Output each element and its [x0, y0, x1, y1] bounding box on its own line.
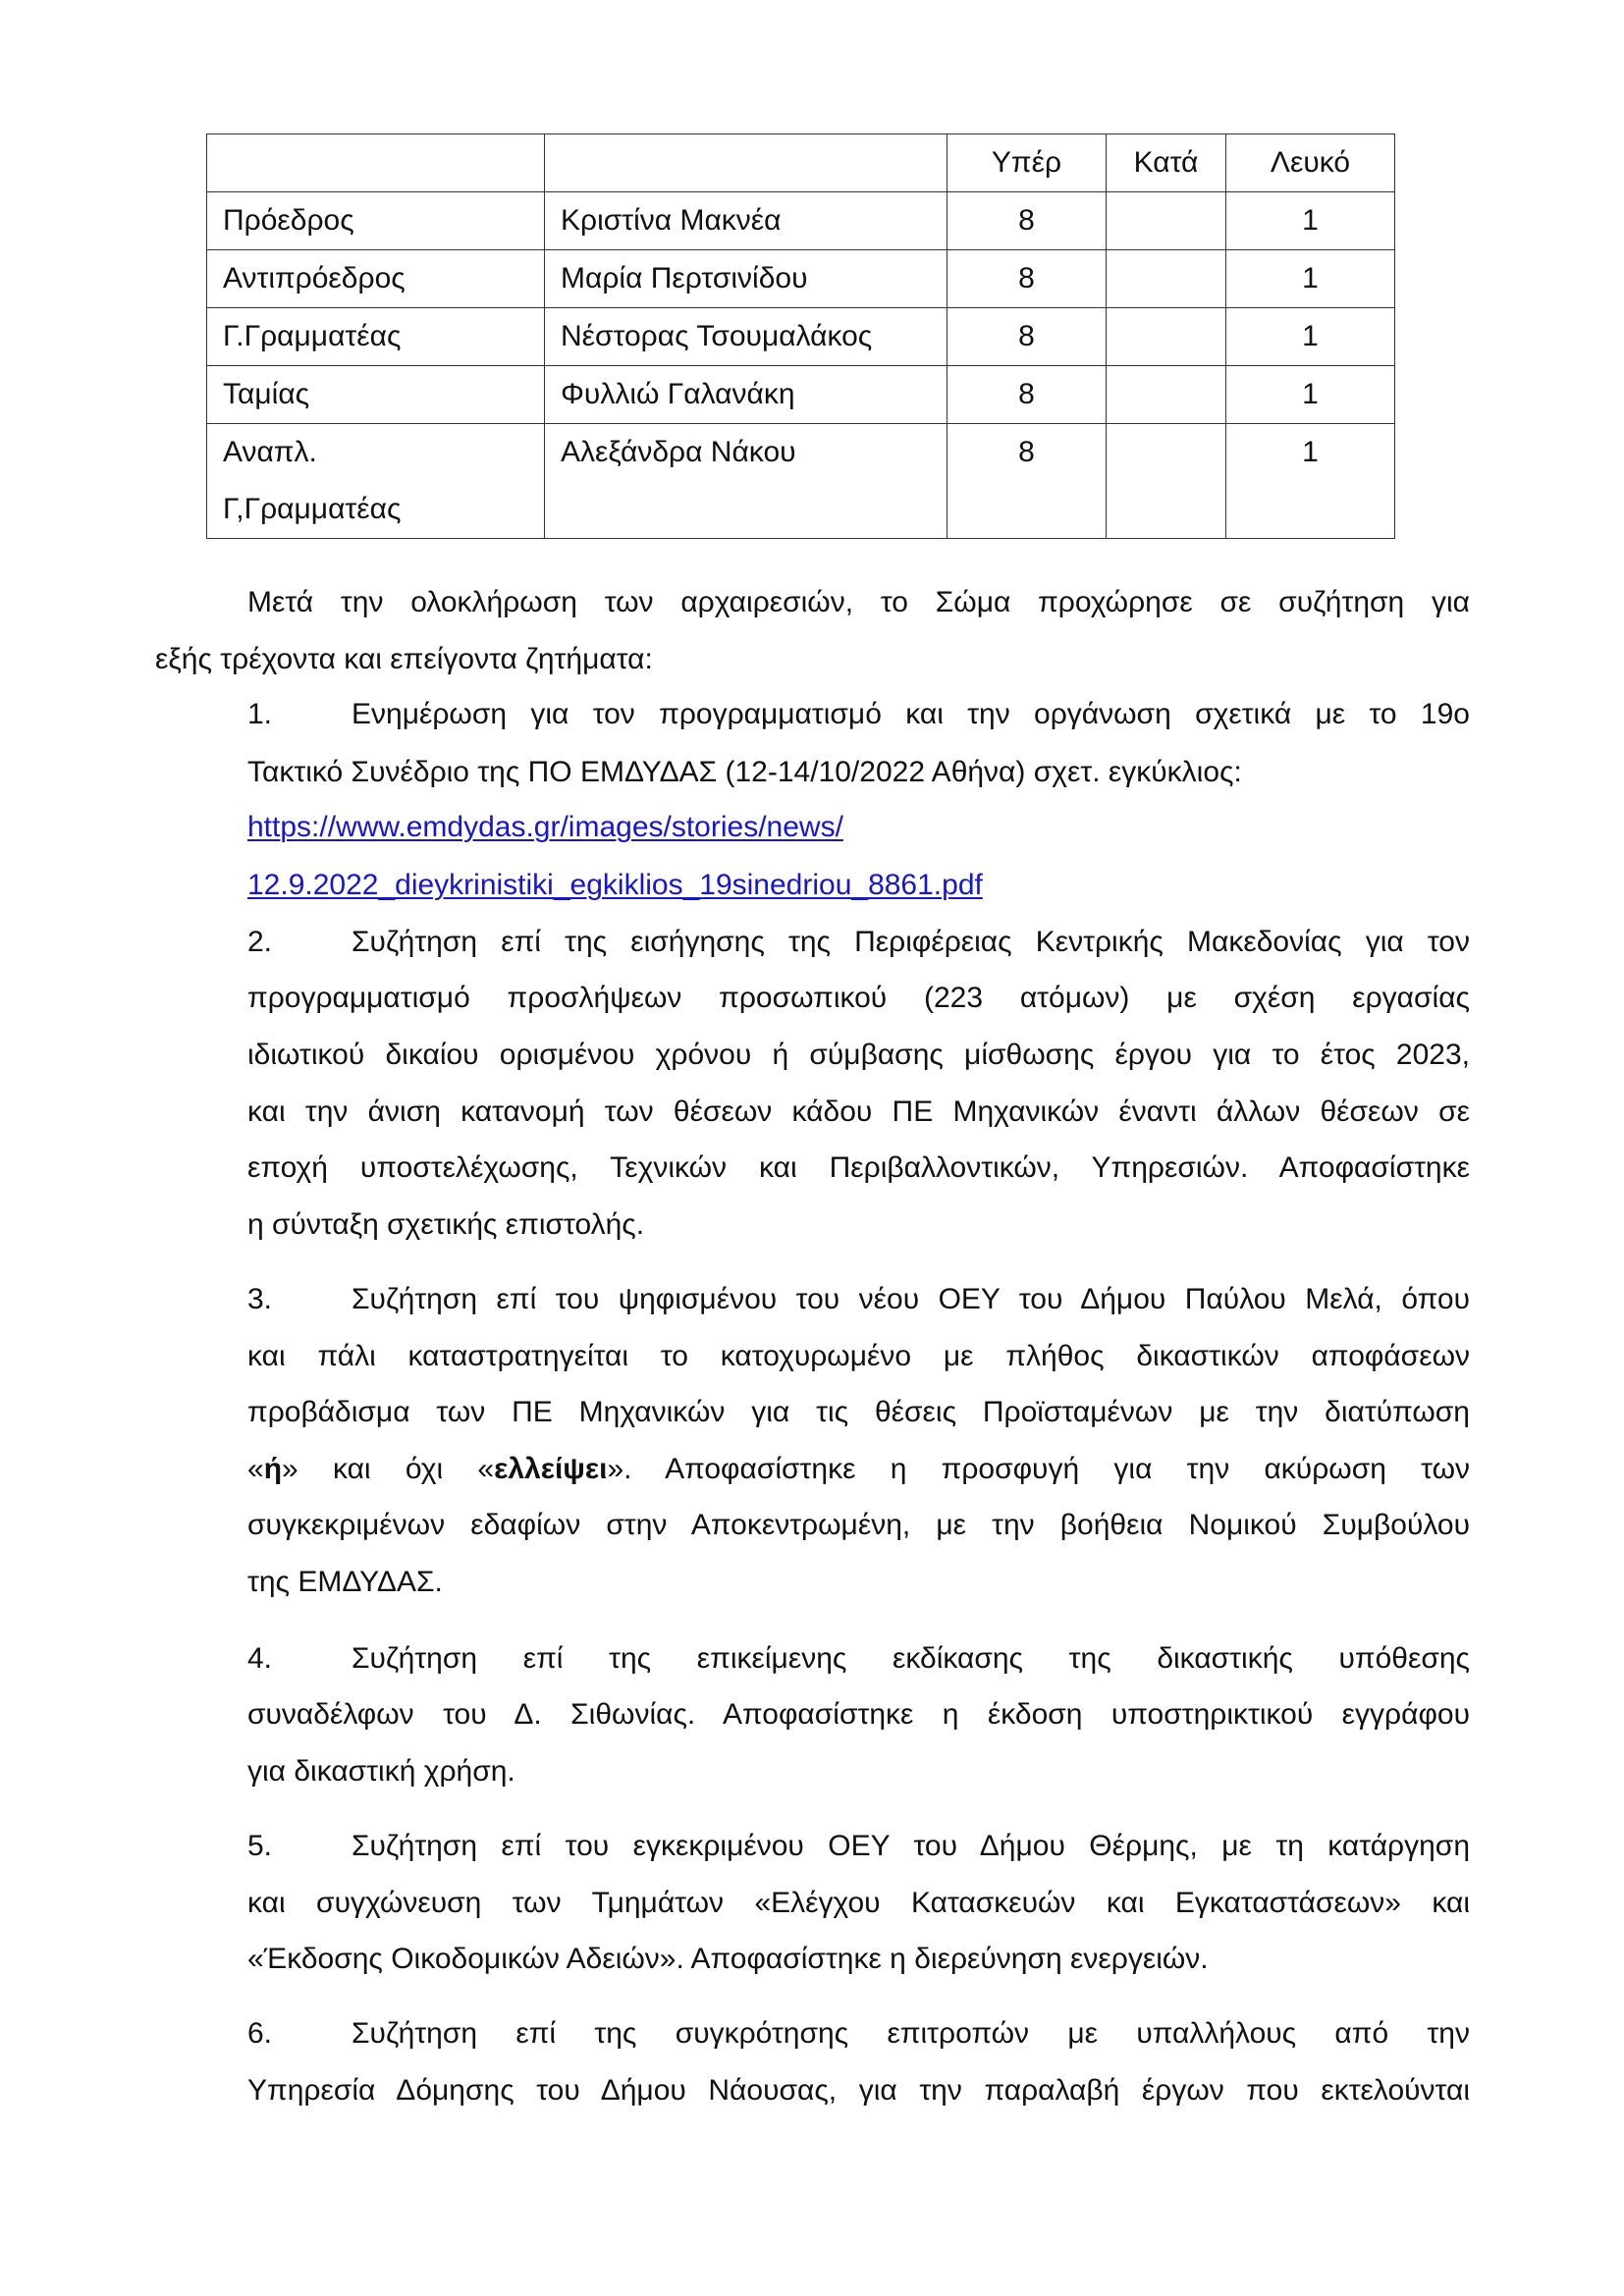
cell-name: Νέστορας Τσουμαλάκος: [545, 308, 947, 366]
header-cell-role: [207, 134, 545, 192]
item-4-line: για δικαστική χρήση.: [247, 1755, 515, 1788]
table-row: [207, 192, 1395, 250]
cell-name: Φυλλιώ Γαλανάκη: [545, 366, 947, 424]
item-2-line: ιδιωτικού δικαίου ορισμένου χρόνου ή σύμβασης μίσθωσης έργου για το έτος 2023,: [247, 1039, 1470, 1071]
item-5-line: Συζήτηση επί του εγκεκριμένου ΟΕΥ του Δήμου Θέρμης, με τη κατάργηση: [352, 1830, 1470, 1862]
cell-blank: 1: [1226, 250, 1395, 308]
cell-yes: 8: [947, 424, 1107, 539]
item-number: 6.: [247, 2017, 273, 2050]
cell-role: Γ.Γραμματέας: [207, 308, 545, 366]
cell-name: Αλεξάνδρα Νάκου: [545, 424, 947, 539]
item-3-line: Συζήτηση επί του ψηφισμένου του νέου ΟΕΥ του Δήμου Παύλου Μελά, όπου: [352, 1283, 1470, 1315]
header-cell-yes: Υπέρ: [947, 134, 1107, 192]
item-2-line: εποχή υποστελέχωσης, Τεχνικών και Περιβαλλοντικών, Υπηρεσιών. Αποφασίστηκε: [247, 1151, 1470, 1184]
cell-no: [1107, 192, 1226, 250]
cell-role-line2: Γ,Γραμματέας: [223, 493, 402, 525]
item-4-line: συναδέλφων του Δ. Σιθωνίας. Αποφασίστηκε η έκδοση υποστηρικτικού εγγράφου: [247, 1698, 1470, 1731]
table-header-row: [207, 134, 1395, 192]
item-6-line: Υπηρεσία Δόμησης του Δήμου Νάουσας, για την παραλαβή έργων που εκτελούνται: [247, 2074, 1470, 2107]
cell-name: Μαρία Περτσινίδου: [545, 250, 947, 308]
header-cell-no: Κατά: [1107, 134, 1226, 192]
item-5-line: και συγχώνευση των Τμημάτων «Ελέγχου Κατασκευών και Εγκαταστάσεων» και: [247, 1887, 1470, 1919]
item-1-link-line[interactable]: [247, 866, 983, 905]
table-row: [207, 250, 1395, 308]
item-3-line: [247, 1450, 1470, 1489]
table-row: [207, 308, 1395, 366]
cell-role: Πρόεδρος: [207, 192, 545, 250]
item-2-line: προγραμματισμό προσλήψεων προσωπικού (223 ατόμων) με σχέση εργασίας: [247, 982, 1470, 1014]
item-number: 3.: [247, 1283, 273, 1315]
cell-role: Ταμίας: [207, 366, 545, 424]
cell-yes: 8: [947, 250, 1107, 308]
cell-blank: 1: [1226, 308, 1395, 366]
cell-no: [1107, 366, 1226, 424]
cell-role: Αντιπρόεδρος: [207, 250, 545, 308]
item-number: 2.: [247, 926, 273, 958]
cell-yes: 8: [947, 308, 1107, 366]
circular-link[interactable]: 12.9.2022_dieykrinistiki_egkiklios_19sinedriou_8861.pdf: [247, 869, 983, 901]
intro-line-2: εξής τρέχοντα και επείγοντα ζητήματα:: [155, 643, 653, 675]
item-2-line: Συζήτηση επί της εισήγησης της Περιφέρειας Κεντρικής Μακεδονίας για τον: [352, 926, 1470, 958]
item-1-line: Τακτικό Συνέδριο της ΠΟ ΕΜΔΥΔΑΣ (12-14/10/2022 Αθήνα) σχετ. εγκύκλιος:: [247, 756, 1242, 788]
item-4-line: Συζήτηση επί της επικείμενης εκδίκασης της δικαστικής υπόθεσης: [352, 1642, 1470, 1675]
line-rest: ». Αποφασίστηκε η προσφυγή για την ακύρωση των: [607, 1453, 1470, 1485]
item-number: 4.: [247, 1642, 273, 1675]
item-3-line: της ΕΜΔΥΔΑΣ.: [247, 1566, 443, 1598]
item-1-link-line[interactable]: [247, 808, 843, 847]
item-2-line: η σύνταξη σχετικής επιστολής.: [247, 1208, 645, 1241]
cell-blank: 1: [1226, 424, 1395, 539]
item-3-line: και πάλι καταστρατηγείται το κατοχυρωμένο με πλήθος δικαστικών αποφάσεων: [247, 1340, 1470, 1372]
cell-yes: 8: [947, 192, 1107, 250]
table-row: [207, 424, 1395, 539]
election-results-table: [206, 133, 1395, 539]
item-3-line: προβάδισμα των ΠΕ Μηχανικών για τις θέσεις Προϊσταμένων με την διατύπωση: [247, 1396, 1470, 1428]
cell-role: [207, 424, 545, 539]
quote-text: » και όχι «: [282, 1453, 495, 1485]
item-5-line: «Έκδοσης Οικοδομικών Αδειών». Αποφασίστηκε η διερεύνηση ενεργειών.: [247, 1943, 1209, 1975]
header-cell-blank: Λευκό: [1226, 134, 1395, 192]
bold-term-lack: ελλείψει: [494, 1453, 608, 1485]
cell-yes: 8: [947, 366, 1107, 424]
item-2-line: και την άνιση κατανομή των θέσεων κάδου ΠΕ Μηχανικών έναντι άλλων θέσεων σε: [247, 1095, 1470, 1128]
item-1-line: Ενημέρωση για τον προγραμματισμό και την οργάνωση σχετικά με το 19ο: [352, 698, 1470, 730]
quote-open: «: [247, 1453, 264, 1485]
cell-no: [1107, 250, 1226, 308]
cell-role-line1: Αναπλ.: [223, 436, 317, 468]
item-3-line: συγκεκριμένων εδαφίων στην Αποκεντρωμένη, με την βοήθεια Νομικού Συμβούλου: [247, 1509, 1470, 1541]
item-number: 1.: [247, 698, 273, 730]
cell-no: [1107, 424, 1226, 539]
header-cell-name: [545, 134, 947, 192]
bold-term-or: ή: [263, 1453, 283, 1485]
item-6-line: Συζήτηση επί της συγκρότησης επιτροπών με υπαλλήλους από την: [352, 2017, 1470, 2050]
circular-link[interactable]: https://www.emdydas.gr/images/stories/news/: [247, 811, 843, 843]
item-number: 5.: [247, 1830, 273, 1862]
intro-line-1: Μετά την ολοκλήρωση των αρχαιρεσιών, το Σώμα προχώρησε σε συζήτηση για: [247, 586, 1470, 618]
cell-blank: 1: [1226, 192, 1395, 250]
table-row: [207, 366, 1395, 424]
cell-name: Κριστίνα Μακνέα: [545, 192, 947, 250]
cell-blank: 1: [1226, 366, 1395, 424]
cell-no: [1107, 308, 1226, 366]
